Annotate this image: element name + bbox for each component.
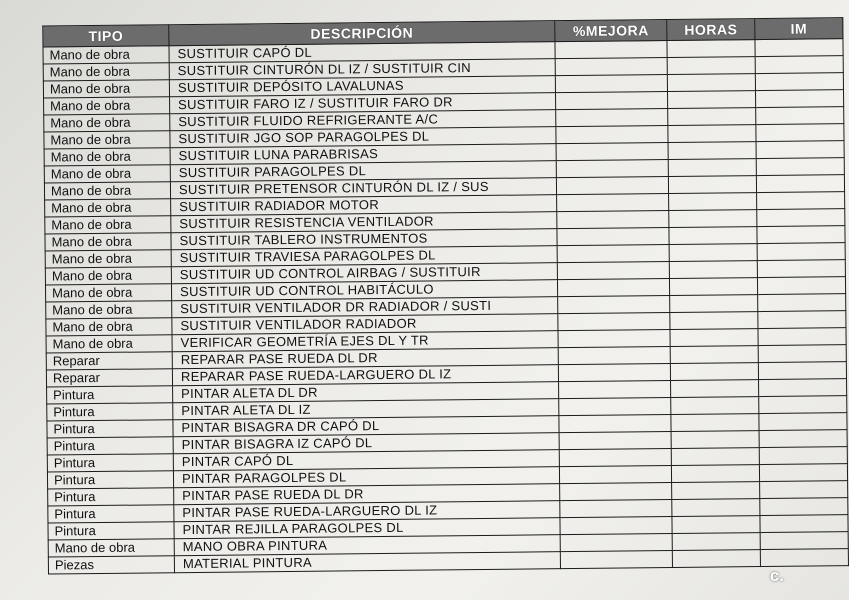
header-mejora: %MEJORA — [555, 20, 667, 42]
cell-importe — [756, 141, 844, 159]
cell-tipo: Mano de obra — [46, 318, 172, 336]
cell-mejora — [559, 414, 671, 432]
cell-mejora — [557, 228, 669, 246]
cell-horas — [670, 329, 758, 347]
cell-horas — [671, 380, 759, 398]
cell-importe — [758, 328, 846, 346]
cell-importe — [758, 362, 846, 380]
cell-tipo: Mano de obra — [46, 301, 172, 319]
cell-horas — [669, 244, 757, 262]
cell-tipo: Reparar — [46, 352, 172, 370]
cell-descripcion: PINTAR PARAGOLPES DL — [173, 467, 559, 488]
cell-mejora — [555, 58, 667, 76]
cell-mejora — [558, 330, 670, 348]
cell-mejora — [556, 177, 668, 195]
cell-mejora — [558, 313, 670, 331]
cell-importe — [755, 56, 843, 74]
cell-mejora — [558, 364, 670, 382]
cell-importe — [757, 226, 845, 244]
cell-horas — [669, 261, 757, 279]
cell-importe — [756, 107, 844, 125]
cell-descripcion: SUSTITUIR CINTURÓN DL IZ / SUSTITUIR CIN — [169, 59, 555, 80]
cell-descripcion: PINTAR BISAGRA IZ CAPÓ DL — [173, 433, 559, 454]
cell-importe — [759, 379, 847, 397]
cell-descripcion: SUSTITUIR PRETENSOR CINTURÓN DL IZ / SUS — [170, 178, 556, 199]
cell-importe — [755, 39, 843, 57]
cell-tipo: Mano de obra — [45, 267, 171, 285]
cell-tipo: Pintura — [47, 454, 173, 472]
cell-horas — [670, 363, 758, 381]
cell-descripcion: SUSTITUIR RESISTENCIA VENTILADOR — [171, 212, 557, 233]
cell-mejora — [560, 482, 672, 500]
cell-mejora — [559, 380, 671, 398]
cell-importe — [756, 175, 844, 193]
cell-importe — [760, 532, 848, 550]
cell-importe — [760, 549, 848, 567]
header-tipo: TIPO — [43, 25, 169, 47]
cell-horas — [668, 142, 756, 160]
cell-descripcion: SUSTITUIR RADIADOR MOTOR — [171, 195, 557, 216]
cell-importe — [757, 209, 845, 227]
cell-tipo: Pintura — [47, 471, 173, 489]
repair-items-table — [42, 17, 849, 574]
cell-mejora — [556, 143, 668, 161]
cell-horas — [670, 295, 758, 313]
cell-descripcion: SUSTITUIR FLUIDO REFRIGERANTE A/C — [170, 110, 556, 131]
cell-horas — [671, 431, 759, 449]
table-body — [43, 39, 848, 574]
cell-horas — [671, 414, 759, 432]
cell-descripcion: SUSTITUIR TRAVIESA PARAGOLPES DL — [171, 246, 557, 267]
cell-horas — [672, 499, 760, 517]
cell-importe — [755, 90, 843, 108]
cell-importe — [758, 294, 846, 312]
cell-horas — [670, 346, 758, 364]
cell-horas — [672, 482, 760, 500]
cell-horas — [670, 312, 758, 330]
cell-tipo: Mano de obra — [43, 63, 169, 81]
cell-tipo: Mano de obra — [45, 284, 171, 302]
cell-mejora — [560, 516, 672, 534]
cell-descripcion: REPARAR PASE RUEDA-LARGUERO DL IZ — [172, 365, 558, 386]
cell-horas — [672, 516, 760, 534]
cell-descripcion: PINTAR CAPÓ DL — [173, 450, 559, 471]
cell-mejora — [558, 296, 670, 314]
cell-mejora — [557, 262, 669, 280]
cell-descripcion: SUSTITUIR UD CONTROL AIRBAG / SUSTITUIR — [171, 263, 557, 284]
cell-mejora — [556, 160, 668, 178]
cell-mejora — [556, 92, 668, 110]
cell-mejora — [557, 279, 669, 297]
cell-mejora — [559, 448, 671, 466]
cell-tipo: Mano de obra — [43, 46, 169, 64]
cell-descripcion: SUSTITUIR LUNA PARABRISAS — [170, 144, 556, 165]
cell-importe — [759, 430, 847, 448]
cell-descripcion: REPARAR PASE RUEDA DL DR — [172, 348, 558, 369]
cell-horas — [672, 533, 760, 551]
cell-tipo: Pintura — [48, 488, 174, 506]
cell-mejora — [560, 499, 672, 517]
cell-horas — [669, 193, 757, 211]
cell-descripcion: SUSTITUIR UD CONTROL HABITÁCULO — [171, 280, 557, 301]
cell-horas — [669, 210, 757, 228]
cell-horas — [669, 278, 757, 296]
cell-descripcion: SUSTITUIR JGO SOP PARAGOLPES DL — [170, 127, 556, 148]
cell-importe — [757, 277, 845, 295]
cell-tipo: Pintura — [47, 437, 173, 455]
cell-importe — [757, 260, 845, 278]
cell-tipo: Mano de obra — [43, 80, 169, 98]
header-horas: HORAS — [667, 19, 755, 41]
cell-tipo: Mano de obra — [48, 539, 174, 557]
cell-importe — [756, 124, 844, 142]
cell-mejora — [555, 75, 667, 93]
header-descripcion: DESCRIPCIÓN — [169, 21, 555, 46]
cell-tipo: Pintura — [48, 505, 174, 523]
cell-importe — [760, 515, 848, 533]
cell-mejora — [559, 397, 671, 415]
cell-tipo: Mano de obra — [44, 148, 170, 166]
cell-mejora — [556, 109, 668, 127]
cell-tipo: Mano de obra — [44, 114, 170, 132]
cell-mejora — [559, 431, 671, 449]
cell-descripcion: PINTAR REJILLA PARAGOLPES DL — [174, 518, 560, 539]
cell-horas — [668, 125, 756, 143]
cell-importe — [759, 447, 847, 465]
cell-tipo: Mano de obra — [44, 97, 170, 115]
cell-horas — [672, 550, 760, 568]
cell-descripcion: SUSTITUIR DEPÓSITO LAVALUNAS — [169, 76, 555, 97]
cell-importe — [757, 243, 845, 261]
cell-tipo: Mano de obra — [44, 165, 170, 183]
cell-tipo: Pintura — [47, 386, 173, 404]
cell-mejora — [557, 245, 669, 263]
cell-importe — [758, 311, 846, 329]
cell-descripcion: PINTAR ALETA DL IZ — [173, 399, 559, 420]
cell-importe — [755, 73, 843, 91]
cell-mejora — [559, 465, 671, 483]
cell-importe — [756, 158, 844, 176]
header-importe: IM — [755, 18, 843, 40]
cell-horas — [668, 176, 756, 194]
cell-mejora — [556, 126, 668, 144]
cell-tipo: Pintura — [48, 522, 174, 540]
cell-mejora — [557, 211, 669, 229]
cell-importe — [757, 192, 845, 210]
cell-mejora — [557, 194, 669, 212]
cell-tipo: Mano de obra — [45, 250, 171, 268]
cell-descripcion: PINTAR ALETA DL DR — [173, 382, 559, 403]
cell-horas — [668, 159, 756, 177]
cell-tipo: Mano de obra — [45, 216, 171, 234]
cell-tipo: Mano de obra — [45, 233, 171, 251]
cell-descripcion: SUSTITUIR PARAGOLPES DL — [170, 161, 556, 182]
cell-tipo: Mano de obra — [45, 199, 171, 217]
cell-tipo: Reparar — [46, 369, 172, 387]
cell-tipo: Pintura — [47, 420, 173, 438]
cell-horas — [667, 91, 755, 109]
cell-horas — [668, 108, 756, 126]
cell-descripcion: PINTAR PASE RUEDA-LARGUERO DL IZ — [174, 501, 560, 522]
cell-importe — [759, 413, 847, 431]
watermark-logo: c. — [769, 566, 784, 585]
cell-tipo: Mano de obra — [44, 182, 170, 200]
cell-importe — [759, 396, 847, 414]
cell-descripcion: MANO OBRA PINTURA — [174, 535, 560, 556]
cell-descripcion: SUSTITUIR VENTILADOR DR RADIADOR / SUSTI — [172, 297, 558, 318]
cell-horas — [671, 397, 759, 415]
cell-importe — [760, 481, 848, 499]
cell-horas — [667, 40, 755, 58]
cell-importe — [760, 498, 848, 516]
cell-mejora — [560, 550, 672, 568]
cell-descripcion: SUSTITUIR TABLERO INSTRUMENTOS — [171, 229, 557, 250]
cell-descripcion: MATERIAL PINTURA — [174, 552, 560, 573]
cell-mejora — [555, 41, 667, 59]
cell-horas — [667, 57, 755, 75]
cell-horas — [669, 227, 757, 245]
cell-tipo: Mano de obra — [46, 335, 172, 353]
cell-importe — [759, 464, 847, 482]
cell-descripcion: SUSTITUIR FARO IZ / SUSTITUIR FARO DR — [170, 93, 556, 114]
cell-importe — [758, 345, 846, 363]
cell-mejora — [560, 533, 672, 551]
cell-tipo: Piezas — [48, 556, 174, 574]
cell-horas — [667, 74, 755, 92]
cell-tipo: Mano de obra — [44, 131, 170, 149]
cell-descripcion: SUSTITUIR VENTILADOR RADIADOR — [172, 314, 558, 335]
cell-horas — [671, 448, 759, 466]
cell-mejora — [558, 347, 670, 365]
cell-horas — [671, 465, 759, 483]
cell-tipo: Pintura — [47, 403, 173, 421]
cell-descripcion: PINTAR PASE RUEDA DL DR — [174, 484, 560, 505]
cell-descripcion: VERIFICAR GEOMETRÍA EJES DL Y TR — [172, 331, 558, 352]
cell-descripcion: PINTAR BISAGRA DR CAPÓ DL — [173, 416, 559, 437]
cell-descripcion: SUSTITUIR CAPÓ DL — [169, 42, 555, 63]
